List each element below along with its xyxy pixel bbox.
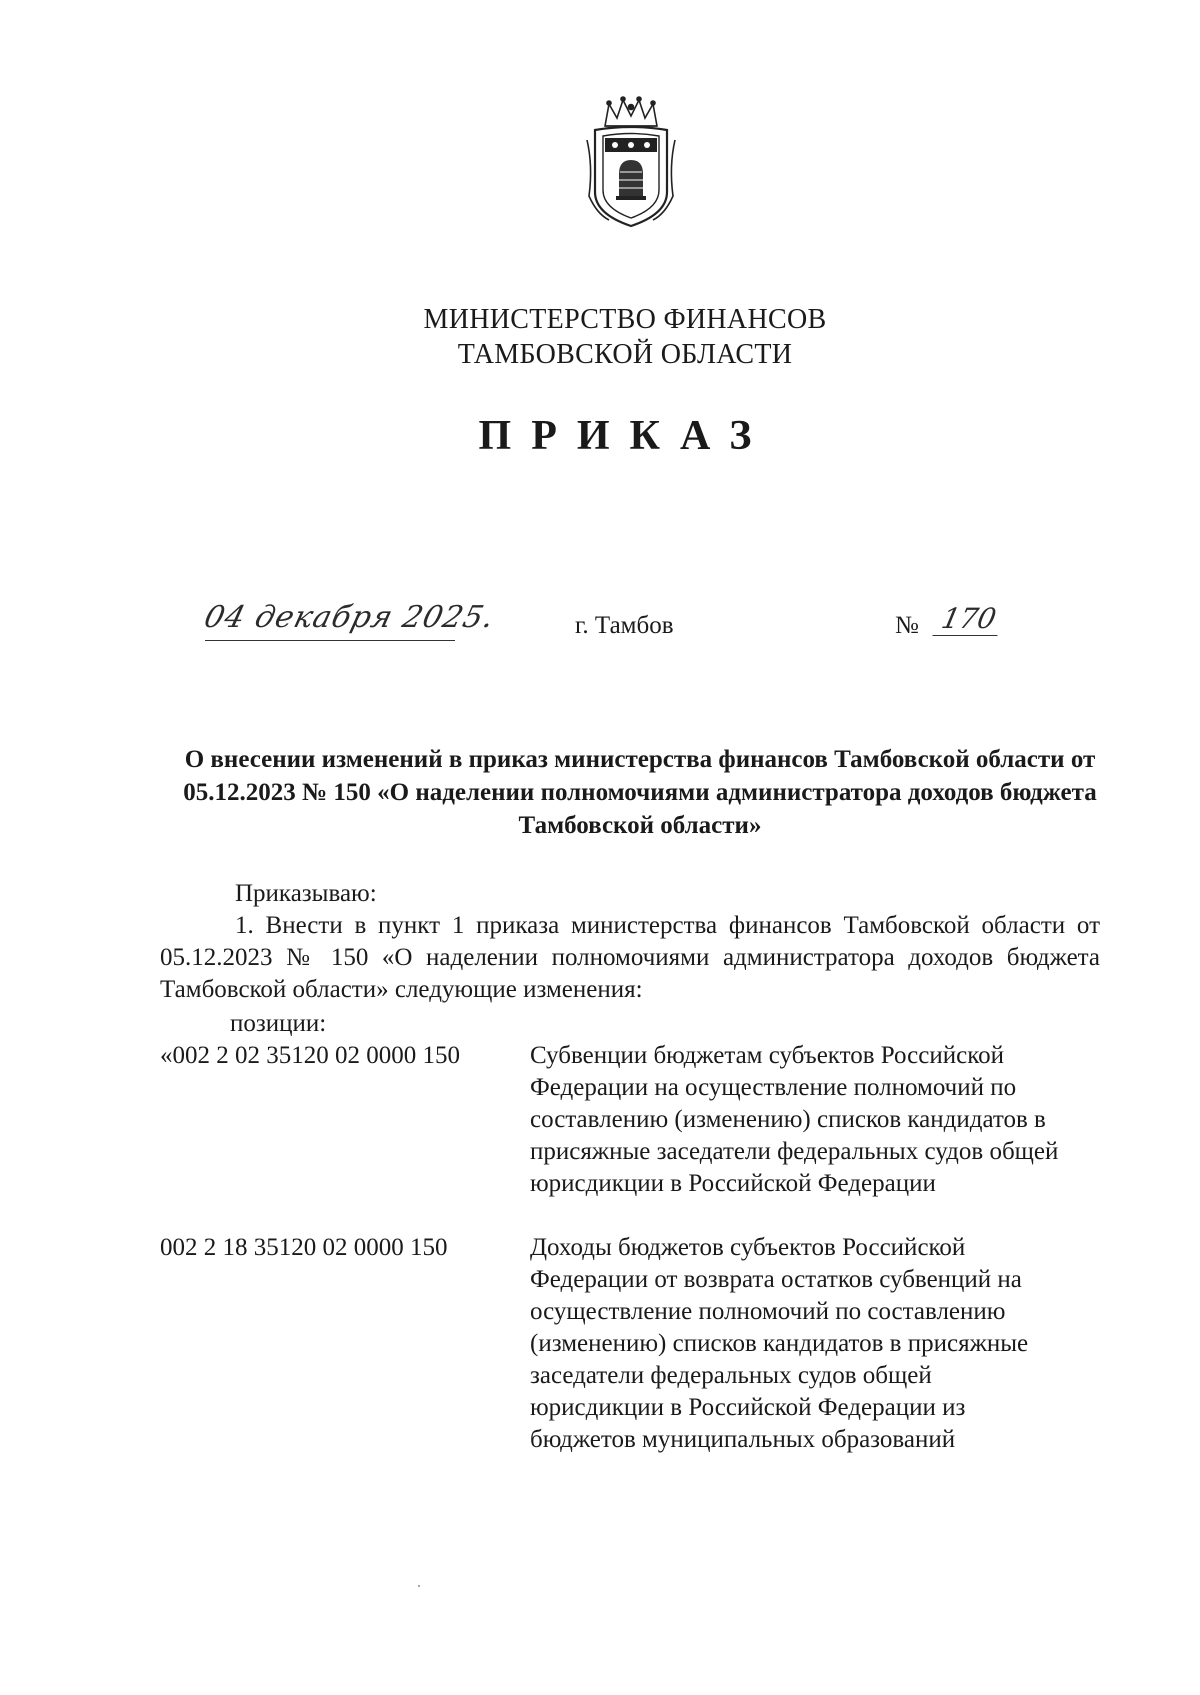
date-underline xyxy=(205,640,455,641)
date-value: 04 декабря 2025. xyxy=(200,600,499,635)
position-code: 002 2 18 35120 02 0000 150 xyxy=(160,1234,448,1261)
ministry-name-line1: МИНИСТЕРСТВО ФИНАНСОВ xyxy=(423,304,827,335)
position-description: Доходы бюджетов субъектов Российской Федерации от возврата остатков субвенций на осуществление полномочий по составлению (изменению) списков кандидатов в присяжные заседатели федеральных судов общей юрисдикции в Российской Федерации из бюджетов муниципальных образований xyxy=(530,1234,1029,1453)
ministry-name-line2: ТАМБОВСКОЙ ОБЛАСТИ xyxy=(457,339,793,370)
paragraph-1: 1. Внести в пункт 1 приказа министерства финансов Тамбовской области от 05.12.2023 № 150 «О наделении полномочиями администратора доходов бюджета Тамбовской области» следующие изменения: xyxy=(160,912,1100,1003)
document-number: 170 xyxy=(932,602,1005,636)
order-title: О внесении изменений в приказ министерства финансов Тамбовской области от 05.12.2023 № 150 «О наделении полномочиями администратора доходов бюджета Тамбовской области» xyxy=(183,746,1097,839)
city-label: г. Тамбов xyxy=(575,612,674,639)
position-description: Субвенции бюджетам субъектов Российской Федерации на осуществление полномочий по составлению (изменению) списков кандидатов в присяжные заседатели федеральных судов общей юрисдикции в Российской Федерации xyxy=(530,1042,1059,1197)
handwritten-date xyxy=(200,600,499,660)
positions-label: позиции: xyxy=(230,1010,327,1037)
scan-speck xyxy=(418,1585,420,1587)
order-word: Приказываю: xyxy=(235,880,377,907)
number-label: № xyxy=(895,612,919,639)
position-code: «002 2 02 35120 02 0000 150 xyxy=(160,1042,460,1069)
tambov-coat-of-arms-icon xyxy=(583,96,679,230)
document-type-heading: ПРИКАЗ xyxy=(478,413,772,459)
